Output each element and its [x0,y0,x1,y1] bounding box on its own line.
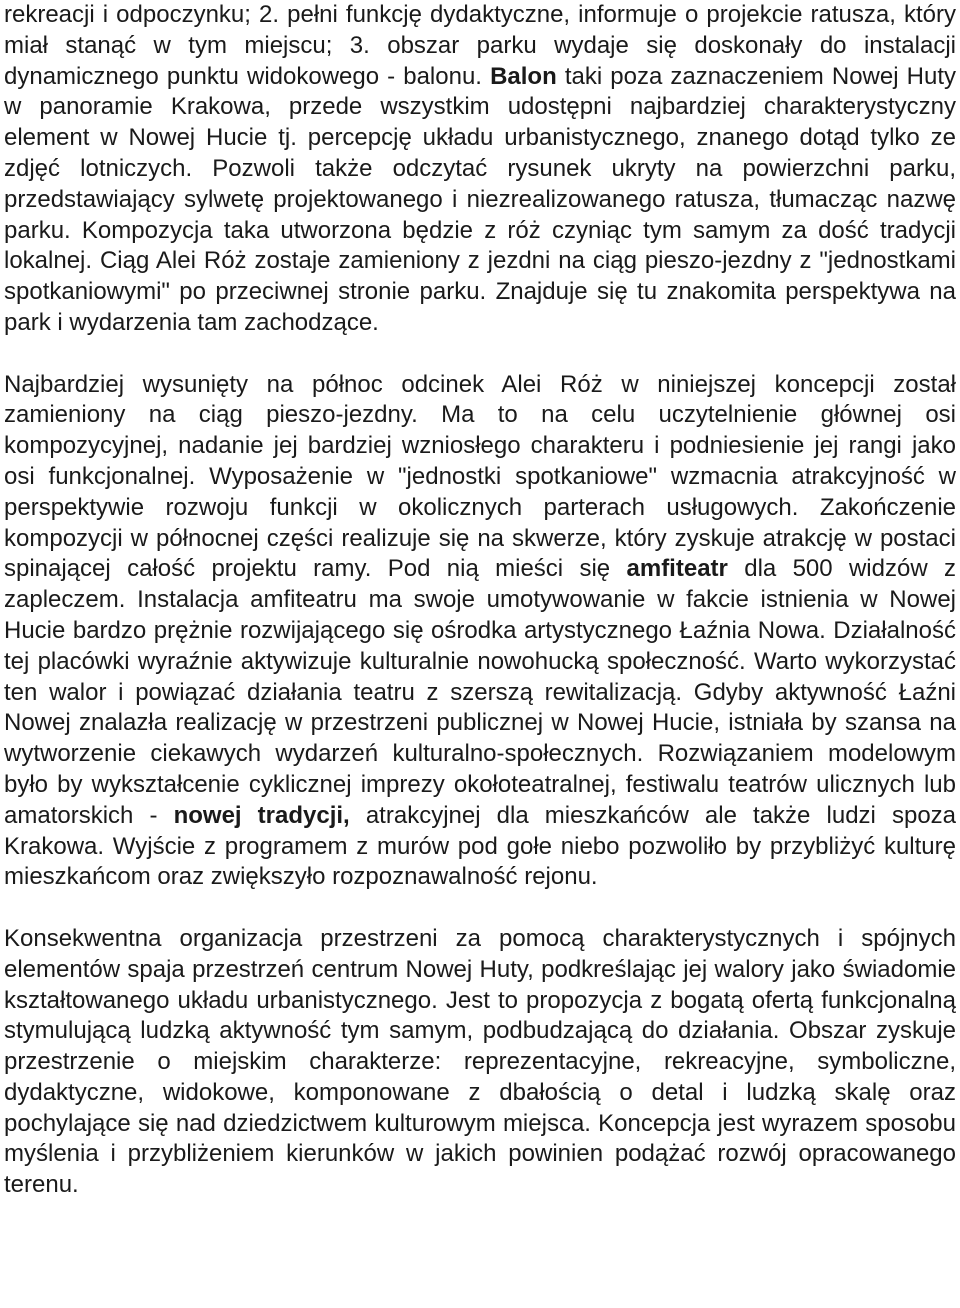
paragraph-2-text: atrakcyjnej dla mieszkańców ale także ludzi spoza Krakowa. Wyjście z programem z murów pod gołe niebo pozwoliło by przybliżyć kulturę mieszkańcom oraz zwiększyło rozpoznawalność rejonu. [4,801,957,891]
paragraph-3-text: Konsekwentna organizacja przestrzeni za pomocą charakterystycznych i spójnych elementów spaja przestrzeń centrum Nowej Huty, podkreślając jej walory jako świadomie kształtowanego układu urbanistycznego. Jest to propozycja z bogatą ofertą funkcjonalną stymulującą ludzką aktywność tym samym, podbudzającą do działania. Obszar zyskuje przestrzenie o miejskim charakterze: reprezentacyjne, rekreacyjne, symboliczne, dydaktyczne, widokowe, komponowane z dbałością o detal i ludzką skalę oraz pochylające się nad dziedzictwem kulturowym miejsca. Koncepcja jest wyrazem sposobu myślenia i przybliżeniem kierunków w jakich powinien podążać rozwój opracowanego terenu. [4,924,956,1199]
bold-term-nowej-tradycji: nowej tradycji, [173,801,350,829]
paragraph-1-text: rekreacji i odpoczynku; 2. pełni funkcję dydaktyczne, informuje o projekcie ratusza, który miał stanąć w tym miejscu; 3. obszar parku wydaje się doskonały do instalacji dynamicznego punktu widokowego - balonu. [4,1,956,90]
document-page [4,0,956,1201]
paragraph-2-text: dla 500 widzów z zapleczem. Instalacja amfiteatru ma swoje umotywowanie w fakcie istnienia w Nowej Hucie bardzo prężnie rozwijającego się ośrodka artystycznego Łaźnia Nowa. Działalność tej placówki wyraźnie aktywizuje kulturalnie nowohucką społeczność. Warto wykorzystać ten walor i powiązać działania teatru z szerszą rewitalizacją. Gdyby aktywność Łaźni Nowej znalazła realizację w przestrzeni publicznej w Nowej Hucie, istniała by szansa na wytworzenie ciekawych wydarzeń kulturalno-społecznych. Rozwiązaniem modelowym było by wykształcenie cyklicznej imprezy okołoteatralnej, festiwalu teatrów ulicznych lub amatorskich - [4,555,956,829]
paragraph-2-text: Najbardziej wysunięty na północ odcinek Alei Róż w niniejszej koncepcji został zamieniony na ciąg pieszo-jezdny. Ma to na celu uczytelnienie głównej osi kompozycyjnej, nadanie jej bardziej wzniosłego charakteru i podniesienie jej rangi jako osi funkcjonalnej. Wyposażenie w "jednostki spotkaniowe" wzmacnia atrakcyjność w perspektywie rozwoju funkcji w okolicznych parterach usługowych. Zakończenie kompozycji w północnej części realizuje się na skwerze, który zyskuje atrakcję w postaci spinającej całość projektu ramy. Pod nią mieści się [4,370,956,583]
bold-term-balon: Balon [490,62,557,90]
paragraph-1 [4,0,956,339]
paragraph-1-text: taki poza zaznaczeniem Nowej Huty w panoramie Krakowa, przede wszystkim udostępni najbardziej charakterystyczny element w Nowej Hucie tj. percepcję układu urbanistycznego, znanego dotąd tylko ze zdjęć lotniczych. Pozwoli także odczytać rysunek ukryty na powierzchni parku, przedstawiający sylwetę projektowanego i niezrealizowanego ratusza, tłumacząc nazwę parku. Kompozycja taka utworzona będzie z róż czyniąc tym samym za dość tradycji lokalnej. Ciąg Alei Róż zostaje zamieniony z jezdni na ciąg pieszo-jezdny z "jednostkami spotkaniowymi" po przeciwnej stronie parku. Znajduje się tu znakomita perspektywa na park i wydarzenia tam zachodzące. [4,62,957,336]
bold-term-amfiteatr: amfiteatr [626,555,728,583]
paragraph-3 [4,924,956,1201]
paragraph-2 [4,370,956,894]
